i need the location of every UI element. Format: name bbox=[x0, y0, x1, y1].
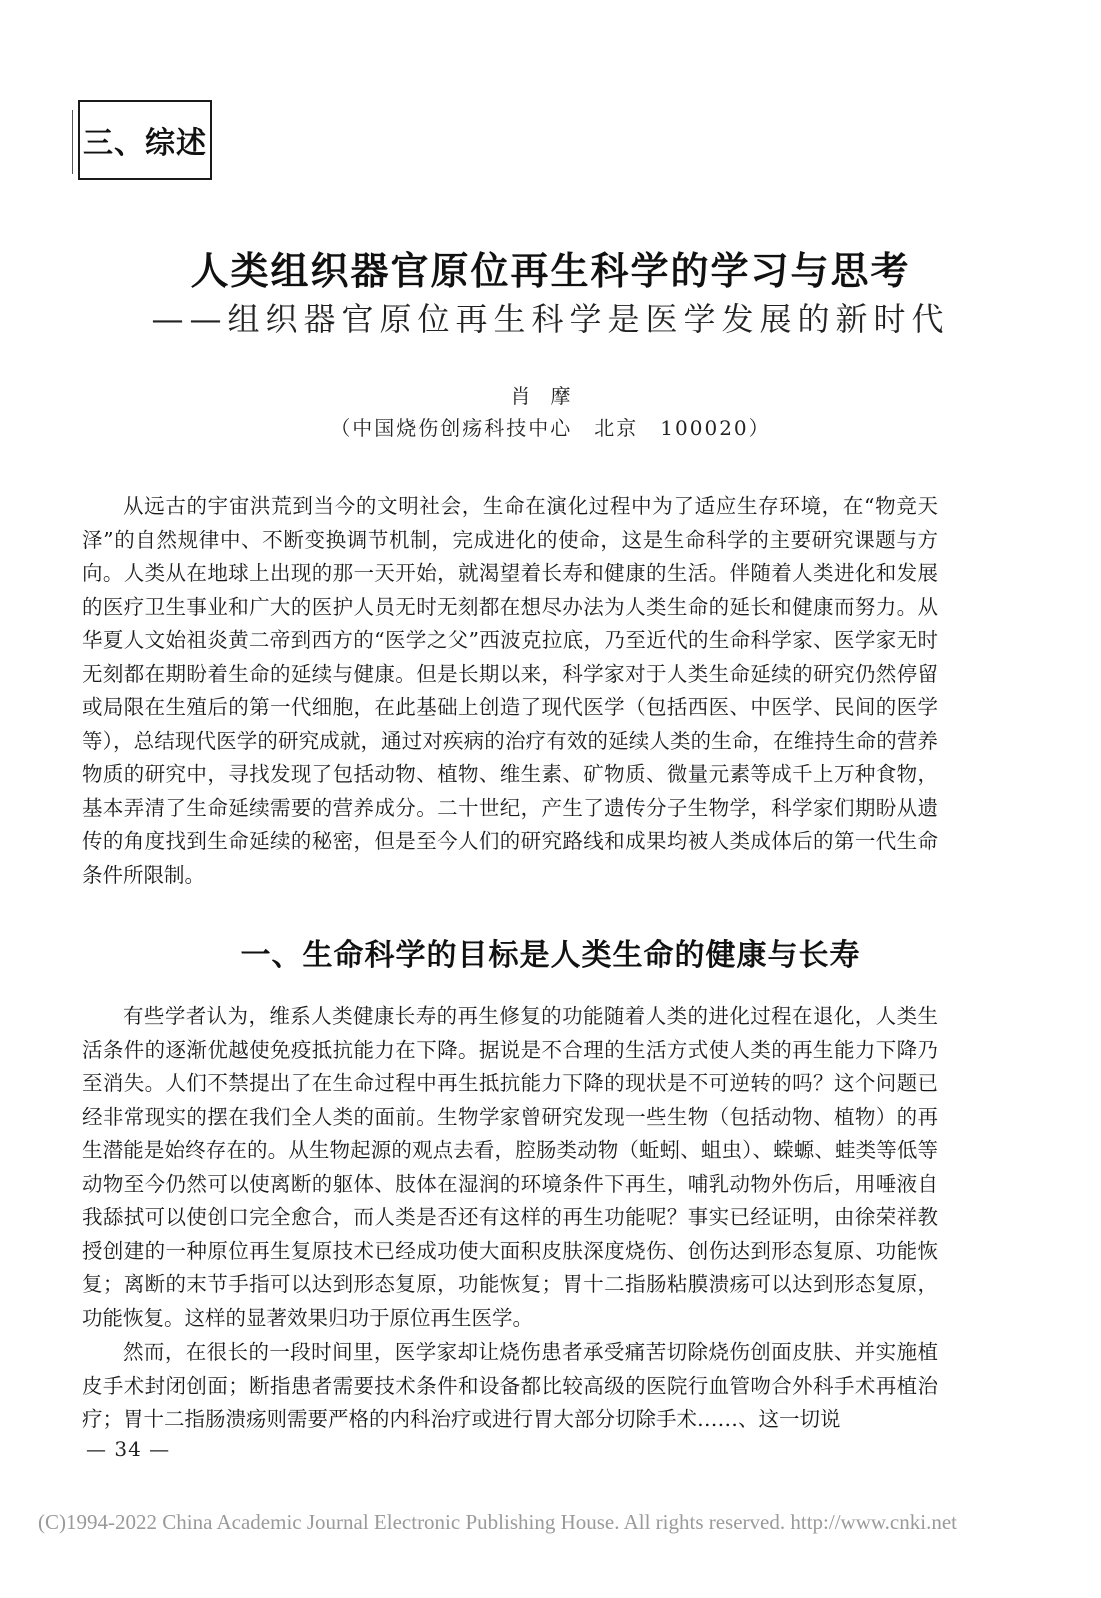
box-margin-mark bbox=[72, 110, 81, 174]
article-subtitle: ——组织器官原位再生科学是医学发展的新时代 bbox=[151, 300, 950, 338]
copyright-footer: (C)1994-2022 China Academic Journal Electronic Publishing House. All rights reserved. http://www.cnki.net bbox=[38, 1510, 957, 1534]
author-affiliation: （中国烧伤创疡科技中心 北京 100020） bbox=[330, 416, 771, 440]
section-heading-1: 一、生命科学的目标是人类生命的健康与长寿 bbox=[240, 938, 861, 973]
section-label-box bbox=[78, 100, 212, 180]
body-paragraph-2: 有些学者认为，维系人类健康长寿的再生修复的功能随着人类的进化过程在退化，人类生活条件的逐渐优越使免疫抵抗能力在下降。据说是不合理的生活方式使人类的再生能力下降乃至消失。人们不禁提出了在生命过程中再生抵抗能力下降的现状是不可逆转的吗？这个问题已经非常现实的摆在我们全人类的面前。生物学家曾研究发现一些生物（包括动物、植物）的再生潜能是始终存在的。从生物起源的观点去看，腔肠类动物（蚯蚓、蛆虫）、蝾螈、蛙类等低等动物至今仍然可以使离断的躯体、肢体在湿润的环境条件下再生，哺乳动物外伤后，用唾液自我舔拭可以使创口完全愈合，而人类是否还有这样的再生功能呢？事实已经证明，由徐荣祥教授创建的一种原位再生复原技术已经成功使大面积皮肤深度烧伤、创伤达到形态复原、功能恢复；离断的末节手指可以达到形态复原，功能恢复；胃十二指肠粘膜溃疡可以达到形态复原，功能恢复。这样的显著效果归功于原位再生医学。 bbox=[82, 1004, 938, 1330]
author-name: 肖摩 bbox=[510, 384, 591, 408]
article-title: 人类组织器官原位再生科学的学习与思考 bbox=[190, 249, 911, 293]
page-number: — 34 — bbox=[86, 1437, 171, 1461]
section-label: 三、综述 bbox=[83, 126, 207, 161]
body-paragraph-1: 从远古的宇宙洪荒到当今的文明社会，生命在演化过程中为了适应生存环境，在“物竞天泽”的自然规律中、不断变换调节机制，完成进化的使命，这是生命科学的主要研究课题与方向。人类从在地球上出现的那一天开始，就渴望着长寿和健康的生活。伴随着人类进化和发展的医疗卫生事业和广大的医护人员无时无刻都在想尽办法为人类生命的延长和健康而努力。从华夏人文始祖炎黄二帝到西方的“医学之父”西波克拉底，乃至近代的生命科学家、医学家无时无刻都在期盼着生命的延续与健康。但是长期以来，科学家对于人类生命延续的研究仍然停留或局限在生殖后的第一代细胞，在此基础上创造了现代医学（包括西医、中医学、民间的医学等），总结现代医学的研究成就，通过对疾病的治疗有效的延续人类的生命，在维持生命的营养物质的研究中，寻找发现了包括动物、植物、维生素、矿物质、微量元素等成千上万种食物，基本弄清了生命延续需要的营养成分。二十世纪，产生了遗传分子生物学，科学家们期盼从遗传的角度找到生命延续的秘密，但是至今人们的研究路线和成果均被人类成体后的第一代生命条件所限制。 bbox=[82, 494, 938, 887]
body-paragraph-3: 然而，在很长的一段时间里，医学家却让烧伤患者承受痛苦切除烧伤创面皮肤、并实施植皮手术封闭创面；断指患者需要技术条件和设备都比较高级的医院行血管吻合外科手术再植治疗；胃十二指肠溃疡则需要严格的内科治疗或进行胃大部分切除手术……、这一切说 bbox=[82, 1340, 938, 1431]
